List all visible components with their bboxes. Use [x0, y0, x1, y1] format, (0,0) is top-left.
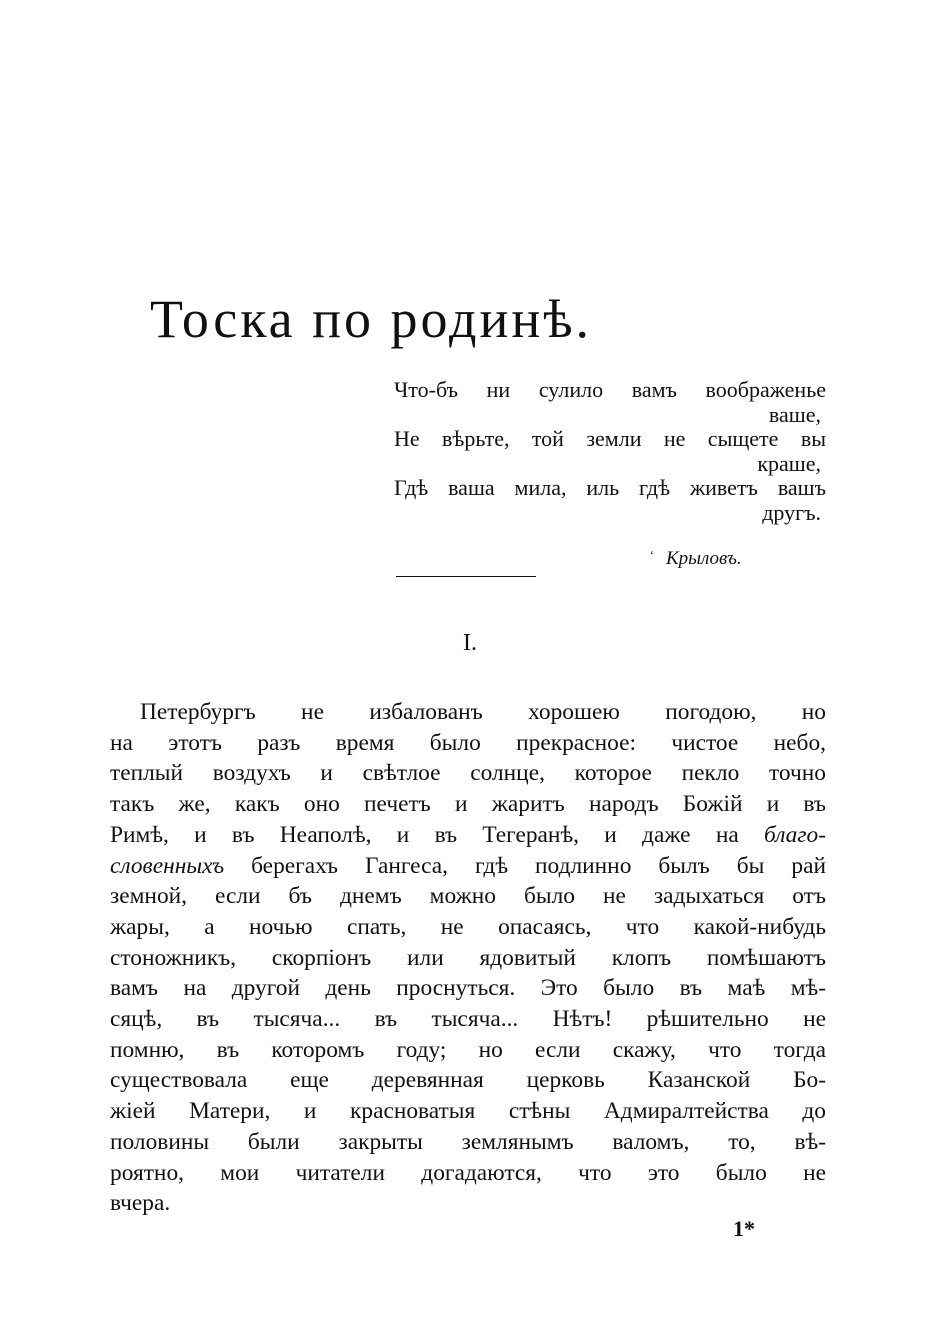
text-line: Петербургъ не избалованъ хорошею погодою, но [140, 699, 826, 725]
epigraph-author-name: Крыловъ. [666, 548, 742, 569]
text-line: стоножникъ, скорпіонъ или ядовитый клопъ помѣшаютъ [110, 944, 826, 971]
page-number: 1* [733, 1216, 755, 1241]
text-line: роятно, мои читатели догадаются, что это было не [110, 1159, 826, 1186]
italic-word: словенныхъ [110, 852, 225, 879]
text-line-part: Римѣ, и въ Неаполѣ, и въ Тегеранѣ, и даже на [110, 821, 739, 848]
section-divider [396, 576, 536, 577]
text-line: жіей Матери, и красноватыя стѣны Адмиралтейства до [110, 1098, 826, 1125]
text-line: теплый воздухъ и свѣтлое солнце, которое пекло точно [110, 760, 826, 787]
epigraph-mark: ʻ [650, 548, 654, 562]
epigraph [394, 378, 826, 525]
text-line: половины были закрыты землянымъ валомъ, то, вѣ- [110, 1128, 826, 1155]
text-line: земной, если бъ днемъ можно было не задыхаться отъ [110, 883, 826, 910]
epigraph-line: Гдѣ ваша мила, иль гдѣ живетъ вашъ [394, 475, 826, 500]
text-line: вчера. [110, 1190, 171, 1217]
text-line: существовала еще деревянная церковь Казанской Бо- [110, 1067, 826, 1094]
epigraph-line-continuation: краше, [757, 450, 821, 476]
epigraph-line-continuation: другъ. [762, 499, 821, 525]
text-line [110, 851, 826, 882]
chapter-number: I. [463, 630, 477, 656]
epigraph-line-continuation: ваше, [768, 401, 821, 427]
epigraph-line: Что-бъ ни сулило вамъ воображенье [394, 377, 826, 402]
text-line: жары, а ночью спать, не опасаясь, что какой-нибудь [110, 913, 826, 940]
text-line: вамъ на другой день проснуться. Это было въ маѣ мѣ- [110, 975, 826, 1002]
text-line-part: берегахъ Гангеса, гдѣ подлинно былъ бы рай [251, 852, 826, 879]
italic-word: благо- [764, 821, 826, 848]
text-line: на этотъ разъ время было прекрасное: чистое небо, [110, 729, 826, 756]
body-text [110, 697, 826, 1219]
text-line: сяцѣ, въ тысяча... въ тысяча... Нѣтъ! рѣшительно не [110, 1006, 826, 1033]
page-title: Тоска по родинѣ. [150, 289, 593, 349]
text-line: помню, въ которомъ году; но если скажу, что тогда [110, 1036, 826, 1063]
text-line [110, 820, 826, 851]
text-line: такъ же, какъ оно печетъ и жаритъ народъ Божій и въ [110, 791, 826, 818]
epigraph-line: Не вѣрьте, той земли не сыщете вы [394, 426, 826, 451]
epigraph-author [650, 548, 742, 570]
